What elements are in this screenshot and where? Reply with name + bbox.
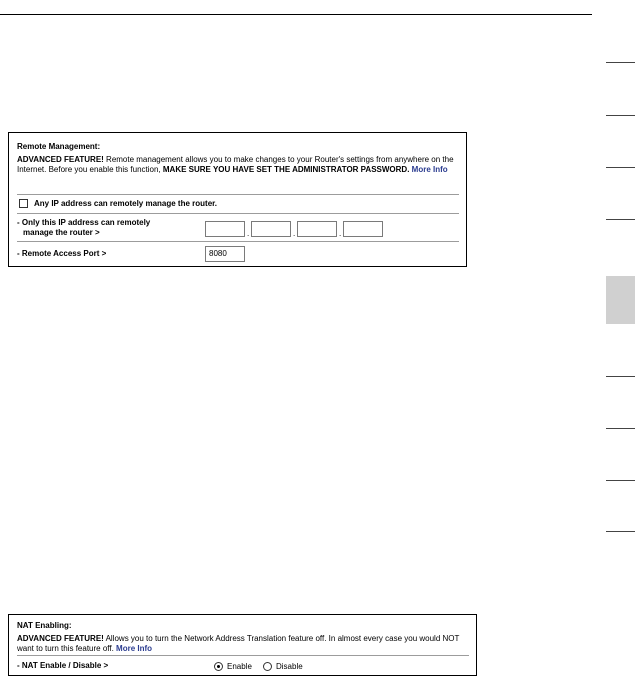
remote-management-panel [8, 132, 467, 267]
divider [17, 241, 459, 242]
nat-description [17, 634, 475, 654]
divider [17, 213, 459, 214]
nat-toggle-label: - NAT Enable / Disable > [17, 661, 109, 670]
any-ip-checkbox[interactable] [19, 199, 28, 208]
ip-octet-1-input[interactable] [205, 221, 245, 237]
top-rule [0, 14, 592, 15]
ip-octet-2-input[interactable] [251, 221, 291, 237]
advanced-feature-label: ADVANCED FEATURE! [17, 155, 104, 164]
ip-separator: . [247, 229, 250, 238]
section-tab-marker [606, 62, 635, 63]
nat-disable-label: Disable [276, 662, 303, 671]
nat-enabling-panel [8, 614, 477, 676]
ip-separator: . [293, 229, 296, 238]
password-warning: MAKE SURE YOU HAVE SET THE ADMINISTRATOR PASSWORD. [162, 165, 410, 174]
nat-enable-label: Enable [227, 662, 252, 671]
active-section-tab [606, 276, 635, 324]
remote-access-port-input[interactable]: 8080 [205, 246, 245, 262]
section-tab-marker [606, 219, 635, 220]
remote-management-title: Remote Management: [17, 142, 101, 151]
section-tab-marker [606, 531, 635, 532]
section-tab-marker [606, 428, 635, 429]
nat-disable-radio[interactable] [263, 662, 272, 671]
ip-separator: . [339, 229, 342, 238]
nat-intro: Allows you to turn the Network Address Translation feature off. In almost every case you would NOT want to turn this feature off. [17, 634, 460, 653]
advanced-feature-label: ADVANCED FEATURE! [17, 634, 104, 643]
ip-octet-4-input[interactable] [343, 221, 383, 237]
remote-management-description [17, 155, 463, 175]
remote-management-intro: Remote management allows you to make changes to your Router's settings from anywhere on the Internet. Before you enable this function, [17, 155, 454, 174]
more-info-link[interactable]: More Info [411, 165, 448, 174]
divider [17, 655, 469, 656]
more-info-link[interactable]: More Info [116, 644, 153, 653]
section-tab-marker [606, 167, 635, 168]
section-tab-marker [606, 480, 635, 481]
divider [17, 194, 459, 195]
nat-enable-radio[interactable] [214, 662, 223, 671]
only-ip-label-line2: manage the router > [23, 228, 100, 237]
nat-enabling-title: NAT Enabling: [17, 621, 72, 630]
ip-octet-3-input[interactable] [297, 221, 337, 237]
section-tab-marker [606, 115, 635, 116]
section-tab-marker [606, 376, 635, 377]
any-ip-label: Any IP address can remotely manage the router. [34, 199, 218, 208]
only-ip-label-line1: - Only this IP address can remotely [17, 218, 151, 227]
remote-access-port-label: - Remote Access Port > [17, 249, 107, 258]
